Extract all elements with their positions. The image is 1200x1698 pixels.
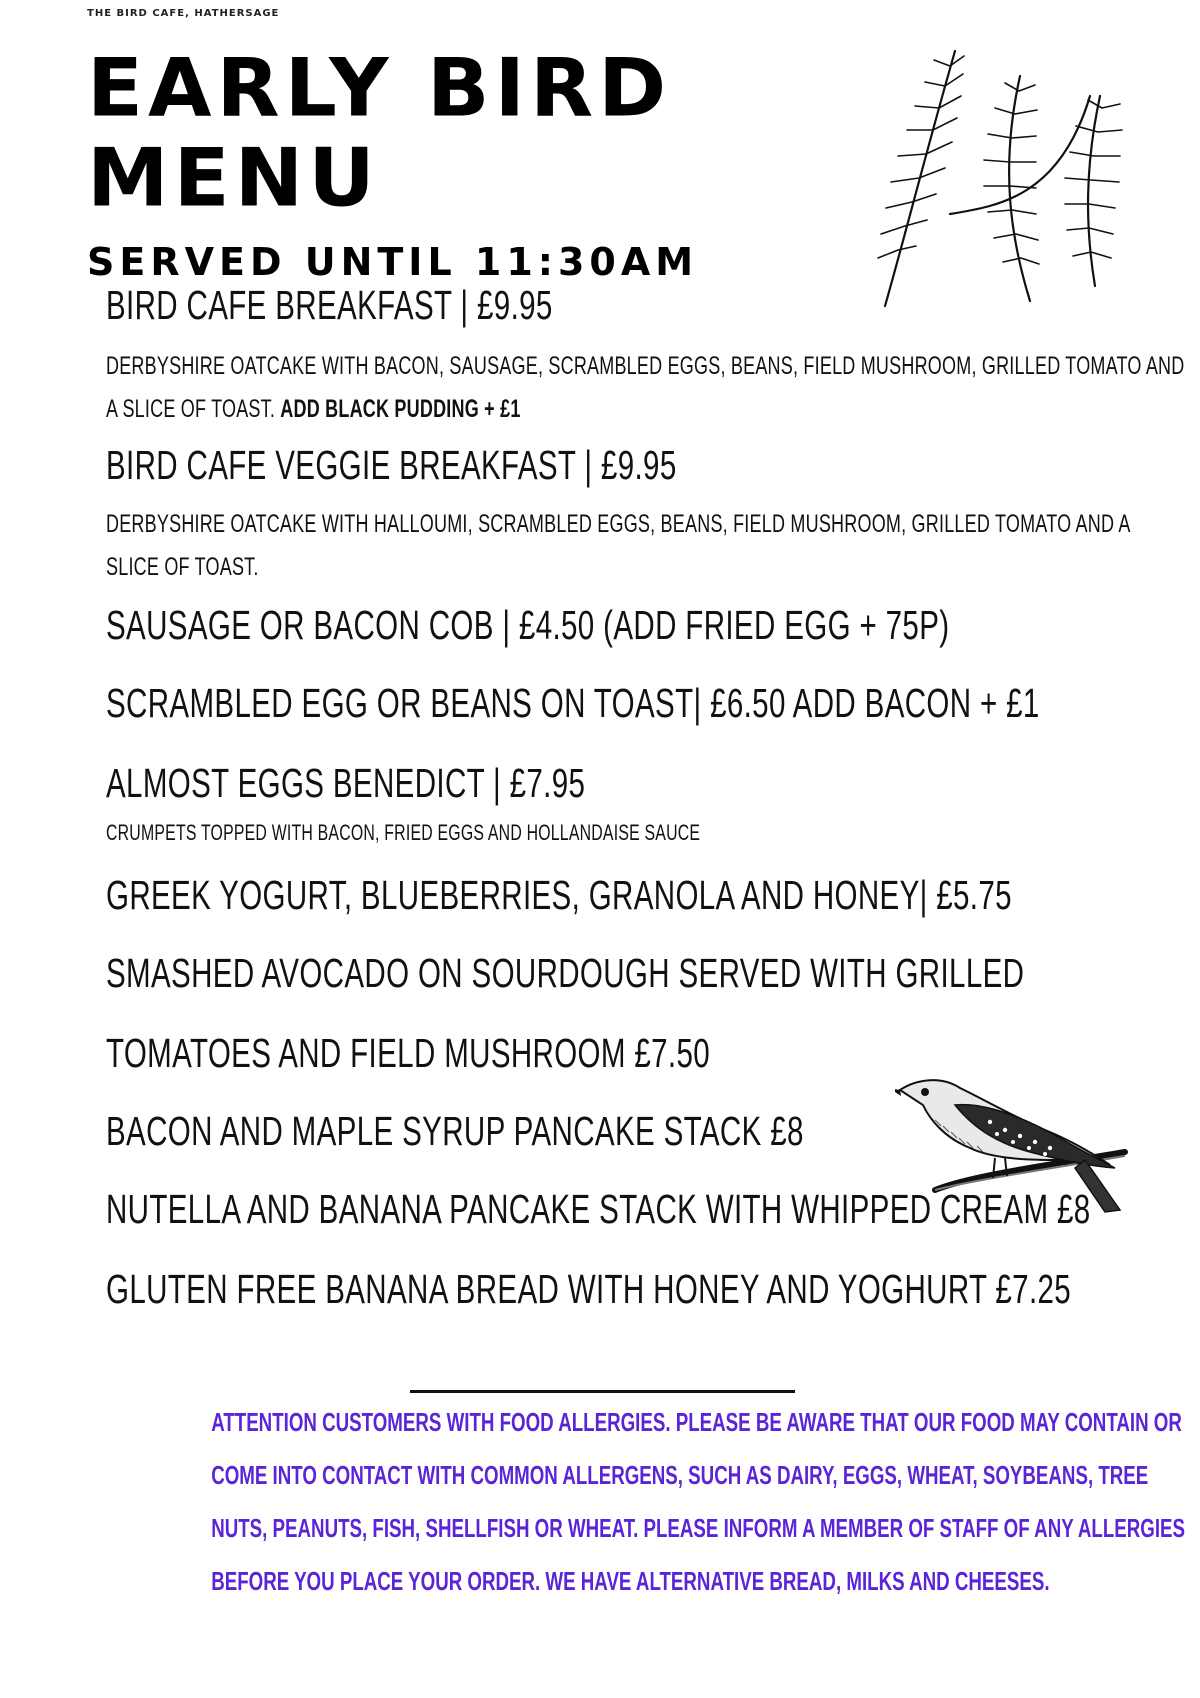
allergy-notice-line: ATTENTION CUSTOMERS WITH FOOD ALLERGIES. PLEASE BE AWARE THAT OUR FOOD MAY CONTAIN OR [211,1407,1182,1437]
menu-item-desc-line: A SLICE OF TOAST. [106,395,276,423]
menu-item-description [106,510,1200,539]
served-until-subtitle: SERVED UNTIL 11:30AM [87,240,699,284]
menu-item-smashed-avocado-cont [106,1030,945,1077]
menu-item-desc-line: SLICE OF TOAST. [106,553,259,581]
bird-on-branch-illustration [895,1060,1135,1250]
menu-item-description [106,820,931,846]
menu-item-gluten-free-banana-bread [106,1266,1200,1313]
menu-item-desc-line: DERBYSHIRE OATCAKE WITH BACON, SAUSAGE, SCRAMBLED EGGS, BEANS, FIELD MUSHROOM, GRILLED TOMATO AND [106,352,1185,380]
menu-item-veggie-breakfast [106,442,899,489]
menu-item-title: BACON AND MAPLE SYRUP PANCAKE STACK £8 [106,1108,804,1154]
menu-item-description [106,352,1200,381]
menu-item-description [106,395,682,424]
menu-item-title: SCRAMBLED EGG OR BEANS ON TOAST| £6.50 ADD BACON + £1 [106,680,1040,726]
menu-item-desc-line: DERBYSHIRE OATCAKE WITH HALLOUMI, SCRAMBLED EGGS, BEANS, FIELD MUSHROOM, GRILLED TOMATO AND A [106,510,1131,538]
menu-item-title: GREEK YOGURT, BLUEBERRIES, GRANOLA AND HONEY| £5.75 [106,872,1012,918]
menu-item-smashed-avocado [106,950,1200,997]
menu-item-almost-eggs-benedict [106,760,772,807]
cafe-name: THE BIRD CAFE, HATHERSAGE [87,8,280,19]
allergy-notice [60,1396,1186,1608]
menu-item-title: BIRD CAFE VEGGIE BREAKFAST | £9.95 [106,442,677,488]
title-line-2: MENU [87,132,380,226]
menu-item-desc-line: CRUMPETS TOPPED WITH BACON, FRIED EGGS AND HOLLANDAISE SAUCE [106,820,701,845]
menu-item-title: ALMOST EGGS BENEDICT | £7.95 [106,760,586,806]
allergy-notice-line: BEFORE YOU PLACE YOUR ORDER. WE HAVE ALTERNATIVE BREAD, MILKS AND CHEESES. [211,1566,1050,1596]
menu-item-description [106,553,318,582]
rosemary-sprigs-illustration [850,36,1180,336]
menu-item-bird-cafe-breakfast [106,282,726,329]
menu-item-title: NUTELLA AND BANANA PANCAKE STACK WITH WHIPPED CREAM £8 [106,1186,1091,1232]
allergy-notice-line: NUTS, PEANUTS, FISH, SHELLFISH OR WHEAT. PLEASE INFORM A MEMBER OF STAFF OF ANY ALLERGIES [211,1513,1186,1543]
menu-item-title: SAUSAGE OR BACON COB | £4.50 (ADD FRIED EGG + 75P) [106,602,950,648]
allergy-notice-line: COME INTO CONTACT WITH COMMON ALLERGENS, SUCH AS DAIRY, EGGS, WHEAT, SOYBEANS, TREE [211,1460,1149,1490]
menu-item-title: GLUTEN FREE BANANA BREAD WITH HONEY AND YOGHURT £7.25 [106,1266,1072,1312]
menu-item-greek-yogurt [106,872,1200,919]
menu-item-sausage-bacon-cob [106,602,1200,649]
add-black-pudding-note: ADD BLACK PUDDING + £1 [280,395,521,423]
menu-item-scrambled-egg-beans [106,680,1200,727]
menu-item-title-line: TOMATOES AND FIELD MUSHROOM £7.50 [106,1030,711,1076]
menu-item-title: BIRD CAFE BREAKFAST | £9.95 [106,282,553,328]
title-line-1: EARLY BIRD [87,41,672,135]
menu-item-title-line: SMASHED AVOCADO ON SOURDOUGH SERVED WITH GRILLED [106,950,1025,996]
page-title [87,41,672,226]
section-divider [410,1390,795,1393]
